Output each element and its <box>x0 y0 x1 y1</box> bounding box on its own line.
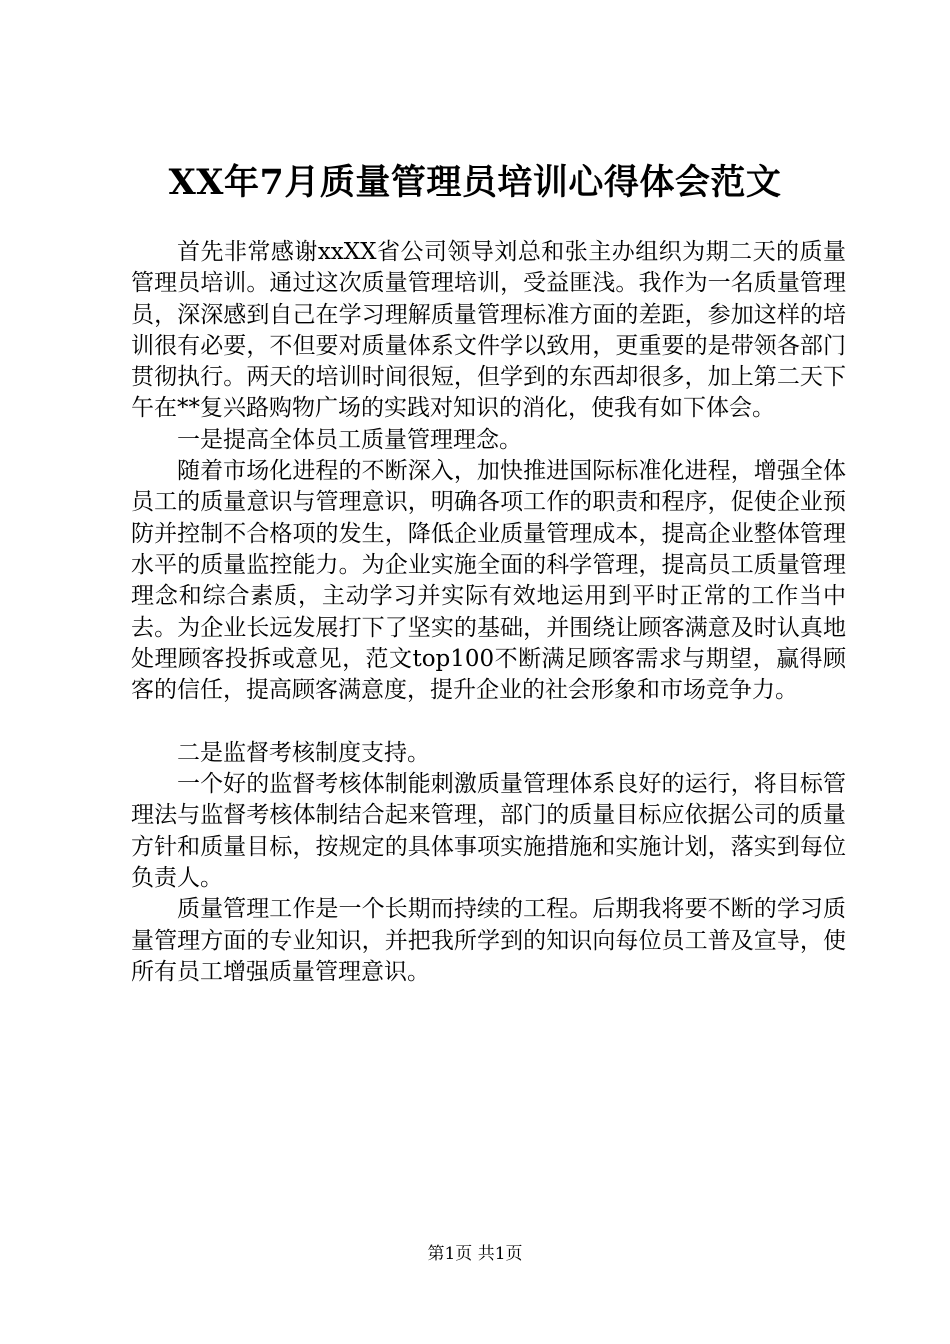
page-number-footer: 第1页 共1页 <box>427 1244 523 1264</box>
paragraph-heading-2: 二是监督考核制度支持。 <box>177 739 430 766</box>
document-title: XX年7月质量管理员培训心得体会范文 <box>168 162 782 203</box>
paragraph-section-1: 随着市场化进程的不断深入，加快推进国际标准化进程，增强全体员工的质量意识与管理意识，明确各项工作的职责和程序，促使企业预防并控制不合格项的发生，降低企业质量管理成本，提高企业整体管理水平的质量监控能力。为企业实施全面的科学管理，提高员工质量管理理念和综合素质，主动学习并实际有效地运用到平时正常的工作当中去。为企业长远发展打下了坚实的基础，并围绕让顾客满意及时认真地处理顾客投拆或意见，范文top100不断满足顾客需求与期望，赢得顾客的信任，提高顾客满意度，提升企业的社会形象和市场竞争力。 <box>131 458 846 704</box>
paragraph-section-2: 一个好的监督考核体制能刺激质量管理体系良好的运行，将目标管理法与监督考核体制结合起来管理，部门的质量目标应依据公司的质量方针和质量目标，按规定的具体事项实施措施和实施计划，落实到每位负责人。 <box>131 771 846 891</box>
document-body <box>131 237 846 988</box>
paragraph-conclusion: 质量管理工作是一个长期而持续的工程。后期我将要不断的学习质量管理方面的专业知识，并把我所学到的知识向每位员工普及宣导，使所有员工增强质量管理意识。 <box>131 896 846 985</box>
paragraph-heading-1: 一是提高全体员工质量管理理念。 <box>177 426 522 453</box>
paragraph-intro: 首先非常感谢xxXX省公司领导刘总和张主办组织为期二天的质量管理员培训。通过这次质量管理培训，受益匪浅。我作为一名质量管理员，深深感到自己在学习理解质量管理标准方面的差距，参加这样的培训很有必要，不但要对质量体系文件学以致用，更重要的是带领各部门贯彻执行。两天的培训时间很短，但学到的东西却很多，加上第二天下午在**复兴路购物广场的实践对知识的消化，使我有如下体会。 <box>131 239 846 422</box>
